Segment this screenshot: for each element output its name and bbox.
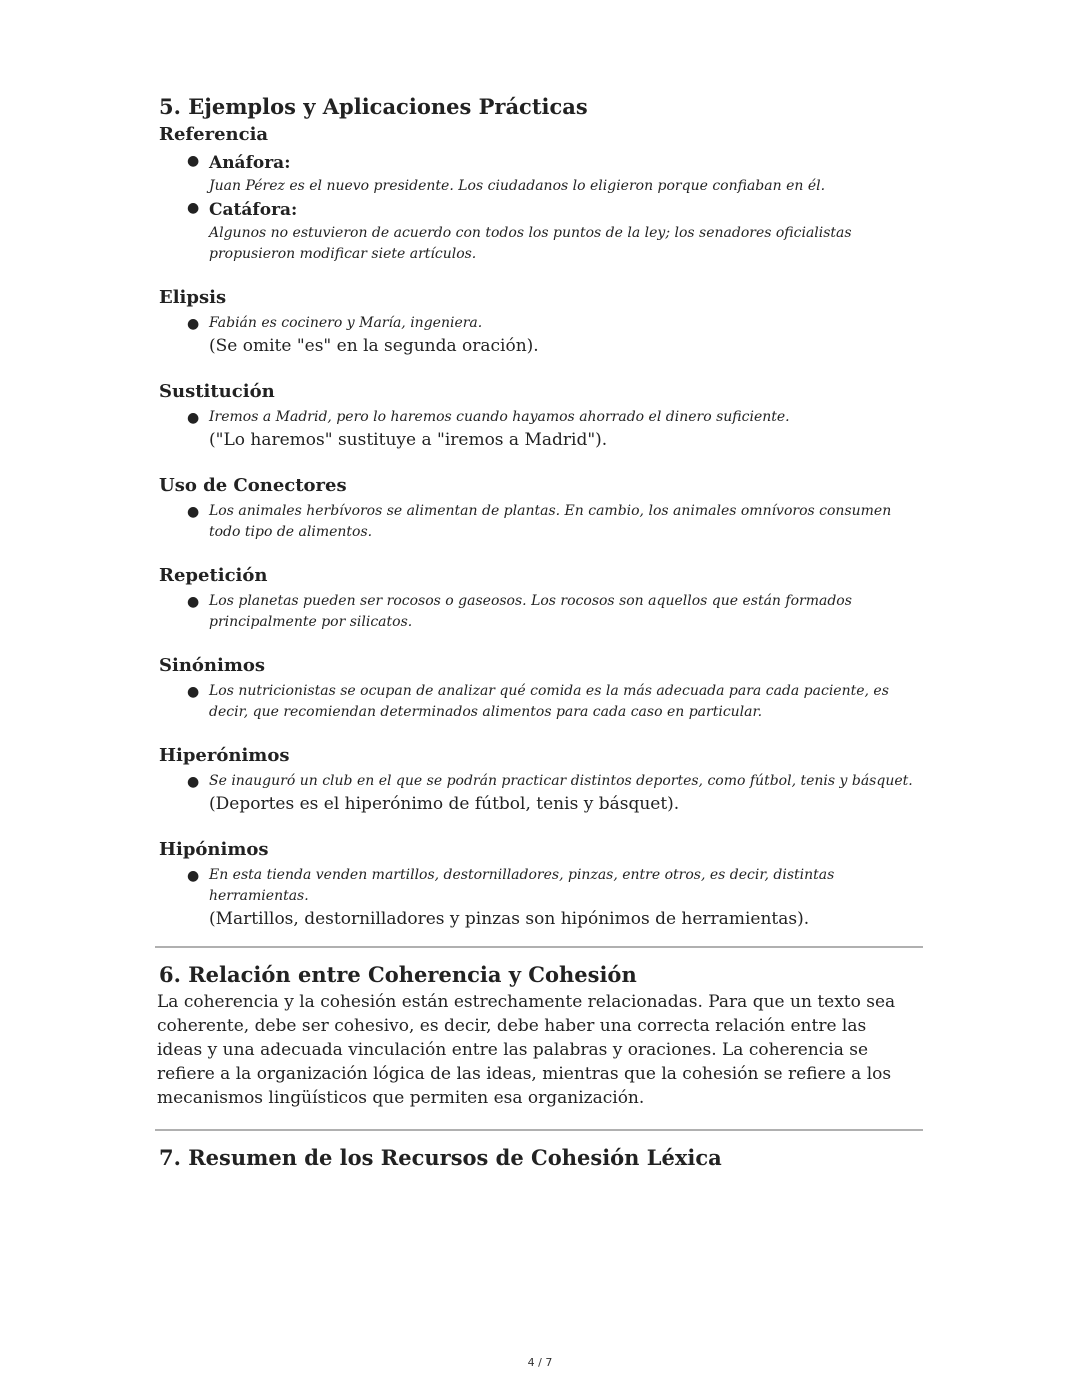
bullet-icon: ●	[187, 153, 200, 169]
conectores-list	[159, 501, 923, 543]
bullet-icon: ●	[187, 316, 200, 332]
repeticion-title: Repetición	[159, 565, 268, 586]
list-item-conectores	[187, 501, 923, 543]
catafora-example: Algunos no estuvieron de acuerdo con todos los puntos de la ley; los senadores oficialistas propusieron modificar siete artículos.	[209, 225, 852, 262]
bullet-icon: ●	[187, 684, 200, 700]
list-item-catafora	[187, 197, 923, 265]
hiponimos-example: En esta tienda venden martillos, destornilladores, pinzas, entre otros, es decir, distintas herramientas.	[209, 867, 835, 904]
hiponimos-note: (Martillos, destornilladores y pinzas son hipónimos de herramientas).	[209, 909, 810, 929]
referencia-list	[159, 150, 923, 265]
conectores-title: Uso de Conectores	[159, 475, 347, 496]
elipsis-list	[159, 313, 923, 359]
section-7	[159, 1143, 923, 1173]
bullet-icon: ●	[187, 200, 200, 216]
sustitucion-note: ("Lo haremos" sustituye a "iremos a Madrid").	[209, 430, 608, 450]
bullet-icon: ●	[187, 868, 200, 884]
bullet-icon: ●	[187, 410, 200, 426]
sustitucion-list	[159, 407, 923, 453]
repeticion-example: Los planetas pueden ser rocosos o gaseosos. Los rocosos son aquellos que están formados principalmente por silicatos.	[209, 593, 852, 630]
hiponimos-title: Hipónimos	[159, 839, 269, 860]
sustitucion-title: Sustitución	[159, 381, 275, 402]
section-6-paragraph: La coherencia y la cohesión están estrechamente relacionadas. Para que un texto sea coherente, debe ser cohesivo, es decir, debe haber una correcta relación entre las ideas y una adecuada vinculación entre las palabras y oraciones. La coherencia se refiere a la organización lógica de las ideas, mientras que la cohesión se refiere a los mecanismos lingüísticos que permiten esa organización.	[157, 992, 896, 1108]
bullet-icon: ●	[187, 774, 200, 790]
referencia-title: Referencia	[159, 124, 269, 145]
section-5	[159, 92, 923, 932]
anafora-example: Juan Pérez es el nuevo presidente. Los ciudadanos lo eligieron porque confiaban en él.	[209, 178, 826, 194]
section-6	[157, 960, 897, 1110]
hiperonimos-list	[159, 771, 923, 817]
section-divider	[155, 946, 923, 948]
section-6-title: 6. Relación entre Coherencia y Cohesión	[159, 962, 637, 987]
list-item-hiperonimos	[187, 771, 923, 817]
list-item-repeticion	[187, 591, 923, 633]
elipsis-note: (Se omite "es" en la segunda oración).	[209, 336, 539, 356]
list-item-sinonimos	[187, 681, 923, 723]
elipsis-title: Elipsis	[159, 287, 227, 308]
sustitucion-example: Iremos a Madrid, pero lo haremos cuando hayamos ahorrado el dinero suficiente.	[209, 409, 790, 425]
catafora-term: Catáfora:	[209, 200, 298, 220]
conectores-example: Los animales herbívoros se alimentan de plantas. En cambio, los animales omnívoros consumen todo tipo de alimentos.	[209, 503, 892, 540]
hiperonimos-note: (Deportes es el hiperónimo de fútbol, tenis y básquet).	[209, 794, 680, 814]
list-item-anafora	[187, 150, 923, 197]
section-7-title: 7. Resumen de los Recursos de Cohesión Léxica	[159, 1145, 722, 1170]
hiperonimos-example: Se inauguró un club en el que se podrán practicar distintos deportes, como fútbol, tenis y básquet.	[209, 773, 913, 789]
anafora-term: Anáfora:	[209, 153, 291, 173]
list-item-sustitucion	[187, 407, 923, 453]
hiponimos-list	[159, 865, 923, 932]
hiperonimos-title: Hiperónimos	[159, 745, 290, 766]
list-item-hiponimos	[187, 865, 923, 932]
sinonimos-list	[159, 681, 923, 723]
elipsis-example: Fabián es cocinero y María, ingeniera.	[209, 315, 483, 331]
repeticion-list	[159, 591, 923, 633]
sinonimos-example: Los nutricionistas se ocupan de analizar qué comida es la más adecuada para cada paciente, es decir, que recomiendan determinados alimentos para cada caso en particular.	[209, 683, 889, 720]
bullet-icon: ●	[187, 504, 200, 520]
bullet-icon: ●	[187, 594, 200, 610]
sinonimos-title: Sinónimos	[159, 655, 266, 676]
section-5-title: 5. Ejemplos y Aplicaciones Prácticas	[159, 94, 588, 119]
list-item-elipsis	[187, 313, 923, 359]
page-number: 4 / 7	[527, 1356, 553, 1369]
section-divider	[155, 1129, 923, 1131]
